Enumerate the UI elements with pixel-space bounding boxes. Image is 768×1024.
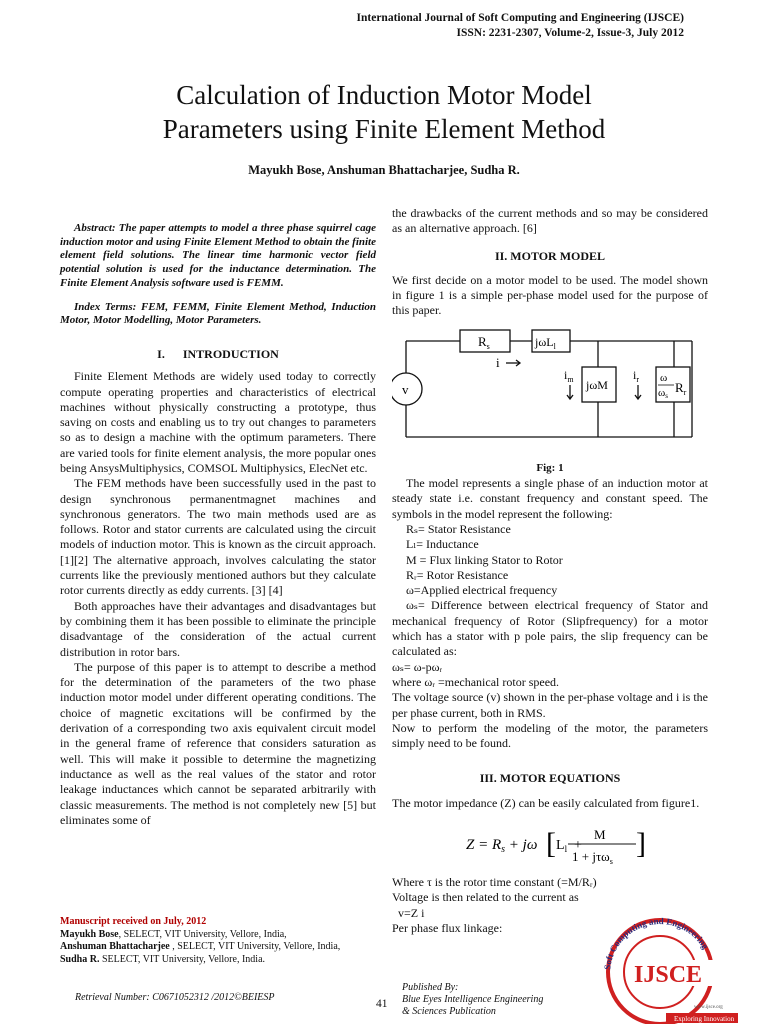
right-column	[392, 206, 708, 936]
flux-linkage-text: Per phase flux linkage:	[392, 920, 503, 935]
time-constant-text: Where τ is the rotor time constant (=M/Rᵣ)	[392, 875, 597, 890]
logo-wordmark: IJSCE	[634, 962, 703, 988]
symbol-rr: Rᵣ= Rotor Resistance	[406, 567, 509, 582]
svg-text:Z = Rs + jω: $Z = R_s + j\omega$	[466, 837, 538, 856]
circuit-diagram	[392, 327, 708, 453]
fig-label-rs: $R_s$	[478, 333, 490, 351]
title-line-1: Calculation of Induction Motor Model	[176, 80, 592, 110]
symbol-omega-s: ωₛ= Difference between electrical frequency of Stator and mechanical frequency of Rotor (Slipfrequency) for a motor which has a stator with p pole pairs, the slip frequency can be calculated as:	[392, 598, 708, 659]
footnote	[60, 916, 340, 966]
title-line-2: Parameters using Finite Element Method	[162, 114, 606, 144]
symbol-ll: Lₗ= Inductance	[406, 537, 479, 552]
intro-paragraph-1: Finite Element Methods are widely used today to correctly compute operating properties and characteristics of electrical machines without physically constructing a prototype, thus saving on costs and enabling us to try out changes to parameters so as to design a machine with the optimum parameters. There are varied tools for finite element analysis, the more popular ones being AnsysMultiphysics, COMSOL Multiphysics, ElecNet etc.	[60, 369, 376, 475]
ijsce-logo	[590, 912, 740, 1024]
index-terms: Index Terms: FEM, FEMM, Finite Element Method, Induction Motor, Motor Modelling, Motor Parameters.	[60, 300, 376, 327]
model-paragraph: The model represents a single phase of an induction motor at steady state i.e. constant frequency and constant speed. The symbols in the model represent the following:	[392, 476, 708, 521]
intro-paragraph-2: The FEM methods have been successfully used in the past to design synchronous permanentmagnet machines and synchronous generators. The two main methods used are as follows. Rotor and stator currents are calculated using the circuit models of induction motor. This is known as the circuit approach. [1][2] The alternative approach, involves calculating the stator currents like the previously mentioned authors but they calculate rotor currents directly as eddy currents. [3] [4]	[60, 476, 376, 598]
voltage-relation-text: Voltage is then related to the current as	[392, 890, 579, 905]
svg-text:Ll: $L_l$	[556, 838, 568, 855]
slip-equation: ωₛ= ω-pωᵣ	[392, 659, 443, 674]
fig-label-jwl: jωL$_l$	[535, 334, 556, 351]
motor-model-paragraph: We first decide on a motor model to be used. The model shown in figure 1 is a simple per-phase model used for the purpose of this paper.	[392, 272, 708, 318]
fig-label-i: i	[496, 354, 500, 370]
journal-header	[357, 11, 684, 41]
fig-label-v: v	[402, 381, 409, 397]
abstract: Abstract: The paper attempts to model a three phase squirrel cage induction motor and using Finite Element Method to obtain the finite element field solutions. The linear time harmonic vector field potential solution is used for the inductance determination. The Finite Element Analysis software used is FEMM.	[60, 222, 376, 289]
symbol-m: M = Flux linking Stator to Rotor	[406, 552, 563, 567]
fig-label-ir: $i_r$	[633, 367, 640, 384]
symbol-rs: Rₛ= Stator Resistance	[406, 521, 511, 536]
left-column	[60, 222, 376, 828]
journal-name: International Journal of Soft Computing and Engineering (IJSCE)	[356, 12, 684, 24]
section-heading-motor-equations: III. MOTOR EQUATIONS	[479, 771, 621, 786]
publisher-info: Published By: Blue Eyes Intelligence Engineering & Sciences Publication	[402, 982, 544, 1017]
author-list: Mayukh Bose, Anshuman Bhattacharjee, Sudha R.	[248, 163, 520, 177]
svg-text:M: M	[594, 827, 606, 843]
footnote-author-3: Sudha R. SELECT, VIT University, Vellore, India.	[60, 953, 266, 965]
svg-text:]: ]	[636, 827, 646, 861]
logo-url: www.ijsce.org	[694, 1005, 723, 1010]
paper-title	[0, 78, 768, 146]
logo-tagline: Exploring Innovation	[674, 1015, 735, 1023]
svg-text:Soft Computing and Engineering: Soft Computing and Engineering	[602, 915, 711, 971]
rotor-speed-definition: where ωᵣ =mechanical rotor speed.	[392, 674, 560, 689]
continued-paragraph: the drawbacks of the current methods and so may be considered as an alternative approach. [6]	[392, 206, 708, 236]
svg-text:+: +	[574, 838, 582, 854]
section-heading-introduction: I. INTRODUCTION	[157, 346, 279, 361]
symbol-omega: ω=Applied electrical frequency	[406, 583, 558, 598]
fig-label-im: $i_m$	[564, 367, 574, 384]
modeling-text: Now to perform the modeling of the motor, the parameters simply need to be found.	[392, 720, 708, 751]
svg-text:1 + jτωs: 1 + jτω$_s$	[572, 849, 613, 867]
figure-caption: Fig: 1	[536, 461, 564, 474]
fig-label-rr: $R_r$	[675, 379, 687, 397]
fig-label-jwm: jωM	[586, 377, 608, 392]
svg-text:[: [	[546, 827, 556, 861]
intro-paragraph-4: The purpose of this paper is to attempt to describe a method for the determination of the parameters of the two phase induction motor model under different operating conditions. The choice of magnetic excitations will be confirmed by the derivation of a corresponding two axis equivalent circuit model in the general frame of reference that considers saturation as well. This will make it possible to determine the magnetizing inductance as well as the real values of the stator and rotor leakage inductances which cannot be separated arbitrarily with classic measurements. The method is not completely new [5] but eliminates some of	[60, 659, 376, 827]
fig-label-omega: ω	[660, 371, 668, 384]
voltage-equation: v=Z i	[398, 905, 425, 920]
intro-paragraph-3: Both approaches have their advantages and disadvantages but by combining them it has been possible to eliminate the principle disadvantage of the consideration of the actual current distribution in rotor bars.	[60, 598, 376, 659]
journal-issn: ISSN: 2231-2307, Volume-2, Issue-3, July 2012	[456, 27, 684, 39]
footnote-author-1: Mayukh Bose, SELECT, VIT University, Vellore, India,	[60, 928, 287, 940]
fig-label-omega-s: ωs	[658, 386, 668, 400]
footnote-author-2: Anshuman Bhattacharjee , SELECT, VIT University, Vellore, India,	[60, 941, 341, 952]
retrieval-number: Retrieval Number: C0671052312 /2012©BEIESP	[75, 992, 275, 1003]
section-heading-motor-model: II. MOTOR MODEL	[494, 248, 606, 263]
received-date: Manuscript received on July, 2012	[60, 916, 207, 927]
voltage-source-text: The voltage source (v) shown in the per-phase voltage and i is the per phase current, both in RMS.	[392, 690, 708, 720]
page-number: 41	[376, 998, 388, 1010]
impedance-paragraph: The motor impedance (Z) can be easily calculated from figure1.	[392, 795, 700, 810]
impedance-equation	[392, 817, 708, 871]
